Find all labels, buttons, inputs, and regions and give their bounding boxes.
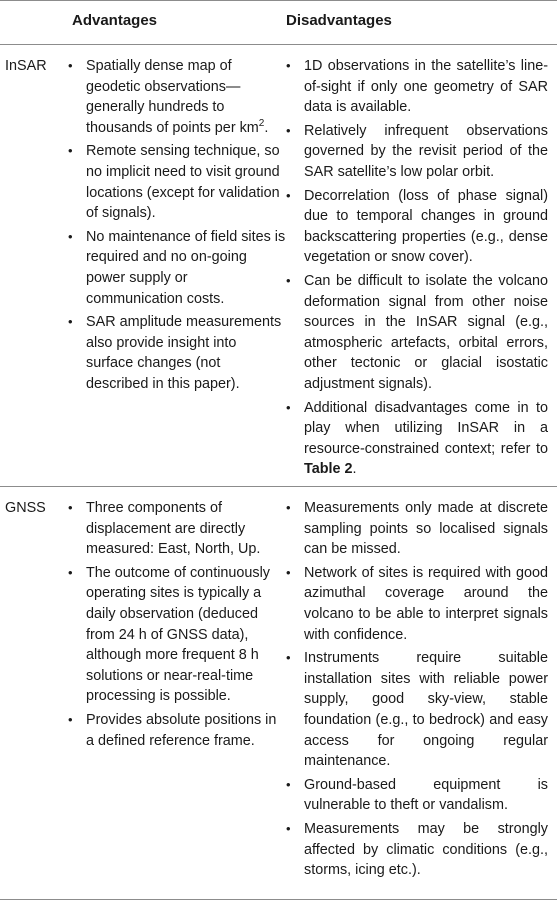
bullet-icon: • [286, 820, 291, 836]
bullet-icon: • [68, 500, 73, 515]
list-item [282, 271, 548, 395]
list-item-text: SAR amplitude measurements also provide insight into surface changes (not described in this paper). [86, 314, 282, 392]
bullet-icon: • [68, 143, 73, 159]
gnss-advantages-list [64, 498, 286, 754]
bullet-icon: • [286, 122, 291, 138]
list-item-text: Three components of displacement are directly measured: East, North, Up. [86, 500, 261, 558]
list-item-text: The outcome of continuously operating sites is typically a daily observation (deduced from 24 h of GNSS data), although more frequent 8 h solutions or near-real-time processing is possible. [86, 564, 270, 705]
table-reference-link[interactable]: Table 2 [304, 461, 353, 478]
bullet-icon: • [68, 314, 73, 330]
bullet-icon: • [286, 776, 291, 792]
bullet-icon: • [68, 711, 73, 727]
list-item-text-main: Additional disadvantages come in to play when utilizing InSAR in a resource-constrained context; refer to [304, 399, 548, 457]
list-item-text: Measurements only made at discrete sampling points so localised signals can be missed. [304, 500, 548, 558]
bullet-icon: • [68, 564, 73, 580]
list-item [64, 227, 286, 309]
list-item-text: No maintenance of field sites is required and no on-going power supply or communication costs. [86, 228, 286, 307]
list-item [282, 819, 548, 881]
list-item [282, 398, 548, 480]
list-item [282, 121, 548, 183]
list-item [282, 648, 548, 772]
list-item-text [304, 398, 548, 480]
list-item [64, 56, 286, 138]
insar-advantages-list [64, 56, 286, 398]
list-item-text: Measurements may be strongly affected by climatic conditions (e.g., storms, icing etc.). [304, 820, 548, 879]
bullet-icon: • [286, 187, 291, 203]
list-item-text: Decorrelation (loss of phase signal) due to temporal changes in ground backscattering properties (e.g., dense vegetation or snow cover). [304, 187, 548, 266]
bullet-icon: • [68, 228, 73, 244]
row-label-gnss: GNSS [5, 500, 46, 516]
list-item [282, 186, 548, 268]
list-item-text: Network of sites is required with good azimuthal coverage around the volcano to be able to interpret signals with confidence. [304, 564, 548, 643]
row-label-insar: InSAR [5, 58, 47, 74]
table-row-gnss [0, 487, 557, 899]
bullet-icon: • [286, 564, 291, 580]
list-item-text: Provides absolute positions in a defined reference frame. [86, 711, 277, 749]
list-item [64, 141, 286, 223]
list-item [282, 775, 548, 816]
list-item-text-end: . [352, 461, 357, 478]
bullet-icon: • [286, 58, 291, 73]
list-item-text: Ground-based equipment is vulnerable to theft or vandalism. [304, 776, 548, 814]
list-item-text: Instruments require suitable installation sites with reliable power supply, good sky-view, stable foundation (e.g., to bedrock) and easy access for ongoing regular maintenance. [304, 650, 548, 770]
header-disadvantages: Disadvantages [286, 12, 392, 29]
gnss-disadvantages-list [282, 498, 548, 884]
insar-disadvantages-list [282, 56, 548, 483]
list-item [282, 498, 548, 560]
table-header-row [0, 0, 557, 44]
list-item [64, 498, 286, 560]
list-item [64, 710, 286, 751]
list-item-text-end: . [264, 119, 269, 136]
list-item [282, 56, 548, 118]
table-row-insar [0, 45, 557, 486]
bullet-icon: • [286, 650, 291, 666]
list-item-text: 1D observations in the satellite’s line-of-sight if only one geometry of SAR data is available. [304, 58, 548, 116]
bullet-icon: • [286, 500, 291, 515]
superscript: 2 [258, 117, 265, 129]
list-item-text: Can be difficult to isolate the volcano deformation signal from other noise sources in the InSAR signal (e.g., atmospheric artefacts, orbital errors, other tectonic or glacial isostatic adjustment signals). [304, 272, 548, 392]
table-bottom-rule [0, 899, 557, 900]
list-item [64, 563, 286, 707]
header-advantages: Advantages [72, 12, 158, 29]
bullet-icon: • [286, 272, 291, 288]
list-item [64, 312, 286, 394]
list-item [282, 563, 548, 645]
bullet-icon: • [286, 399, 291, 415]
bullet-icon: • [68, 58, 73, 73]
list-item-text: Remote sensing technique, so no implicit need to visit ground locations (except for validation of signals). [86, 143, 280, 222]
list-item-text: Relatively infrequent observations governed by the revisit period of the SAR satellite’s low polar orbit. [304, 122, 548, 180]
list-item-text: Spatially dense map of geodetic observations—generally hundreds to thousands of points per km [86, 58, 259, 136]
